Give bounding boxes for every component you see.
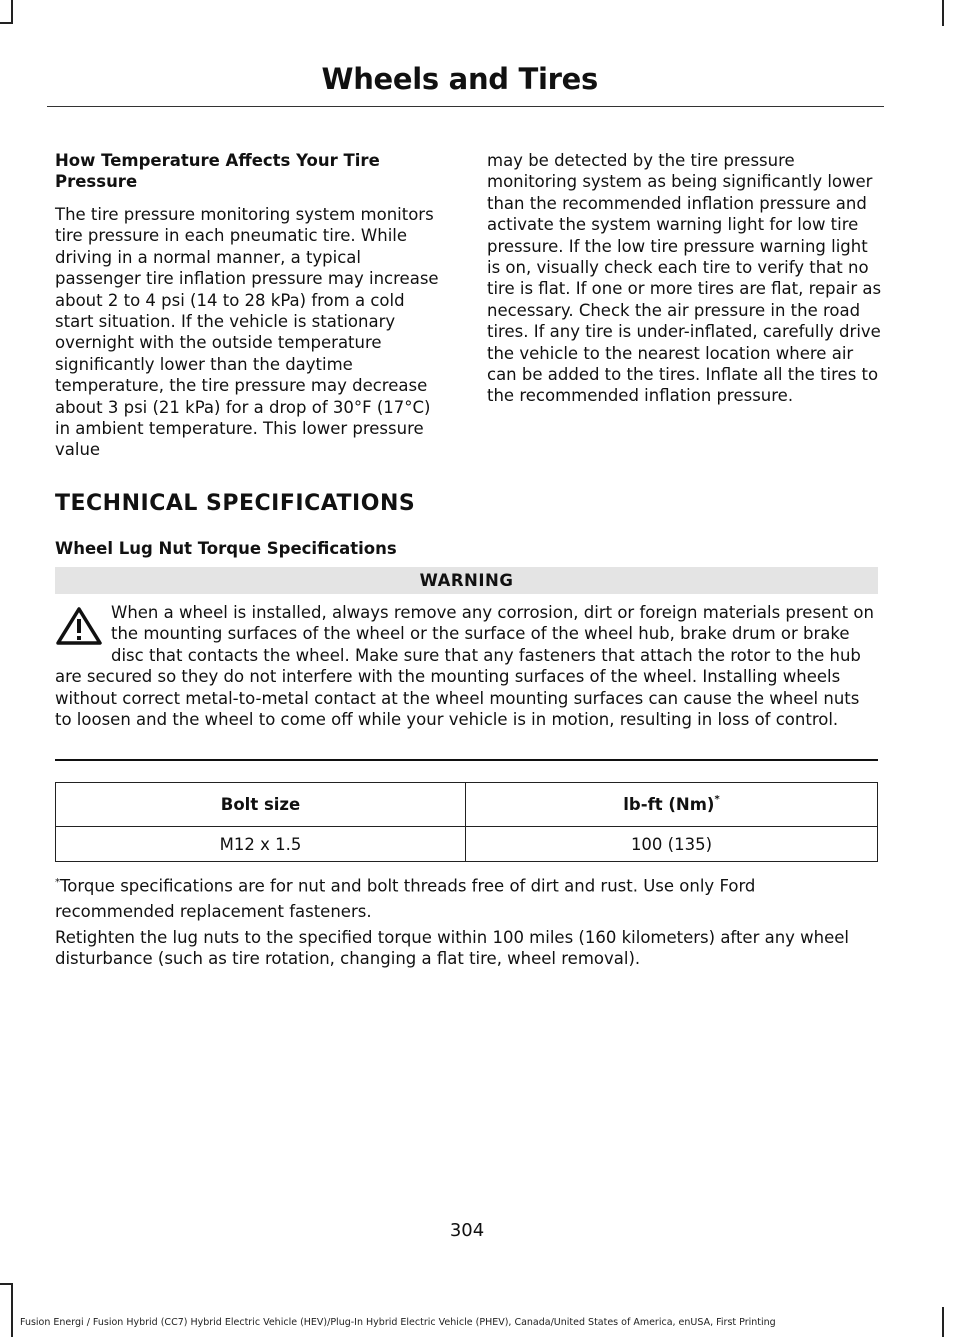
section-title: TECHNICAL SPECIFICATIONS [55, 491, 416, 516]
footnote-marker: * [714, 793, 720, 805]
crop-mark [11, 0, 13, 24]
table-header-cell: lb-ft (Nm)* [466, 783, 878, 827]
crop-mark [942, 1307, 944, 1337]
table-header-cell: Bolt size [56, 783, 466, 827]
table-cell: M12 x 1.5 [56, 827, 466, 862]
crop-mark [0, 22, 13, 24]
crop-mark [11, 1283, 13, 1337]
temperature-heading: How Temperature Affects Your Tire Pressure [55, 151, 380, 191]
temperature-paragraph-continued: may be detected by the tire pressure monitoring system as being significantly lower than the recommended inflation pressure and activate the system warning light for low tire pressure. If the low tire pressure warning light is on, visually check each tire to verify that no tire is flat. If one or more tires are flat, repair as necessary. Check the air pressure in the road tires. If any tire is under-inflated, carefully drive the vehicle to the nearest location where air can be added to the tires. Inflate all the tires to the recommended inflation pressure. [487, 151, 882, 406]
footnote-text: Torque specifications are for nut and bolt threads free of dirt and rust. Use only Ford recommended replacement fasteners. [55, 876, 756, 921]
page-title: Wheels and Tires [321, 62, 598, 96]
section-subtitle: Wheel Lug Nut Torque Specifications [55, 539, 397, 558]
table-header-row [56, 783, 878, 827]
footer-text: Fusion Energi / Fusion Hybrid (CC7) Hybrid Electric Vehicle (HEV)/Plug-In Hybrid Electric Vehicle (PHEV), Canada/United States of America, enUSA, First Printing [20, 1317, 776, 1328]
title-divider [47, 106, 884, 107]
right-column [487, 150, 882, 407]
warning-label: WARNING [419, 571, 514, 590]
left-column [55, 150, 447, 461]
temperature-paragraph: The tire pressure monitoring system monitors tire pressure in each pneumatic tire. While driving in a normal manner, a typical passenger tire inflation pressure may increase about 2 to 4 psi (14 to 28 kPa) from a cold start situation. If the vehicle is stationary overnight with the outside temperature significantly lower than the daytime temperature, the tire pressure may decrease about 3 psi (21 kPa) for a drop of 30°F (17°C) in ambient temperature. This lower pressure value [55, 205, 439, 460]
table-cell: 100 (135) [466, 827, 878, 862]
table-footnote [55, 870, 880, 924]
warning-text: When a wheel is installed, always remove any corrosion, dirt or foreign materials present on the mounting surfaces of the wheel or the surface of the wheel hub, brake drum or brake disc that contacts the wheel. Make sure that any fasteners that attach the rotor to the hub are secured so they do not interfere with the mounting surfaces of the wheel. Installing wheels without correct metal-to-metal contact at the wheel mounting surfaces can cause the wheel nuts to loosen and the wheel to come off while your vehicle is in motion, resulting in loss of control. [55, 603, 874, 730]
torque-spec-table [55, 782, 878, 862]
warning-text-block [55, 602, 880, 730]
retighten-paragraph: Retighten the lug nuts to the specified torque within 100 miles (160 kilometers) after any wheel disturbance (such as tire rotation, changing a flat tire, wheel removal). [55, 928, 850, 969]
warning-bottom-rule [55, 759, 878, 761]
warning-header [55, 567, 878, 594]
table-row [56, 827, 878, 862]
crop-mark [0, 1283, 13, 1285]
footnote-marker: * [55, 877, 60, 888]
page-number: 304 [449, 1220, 485, 1241]
crop-mark [942, 0, 944, 26]
